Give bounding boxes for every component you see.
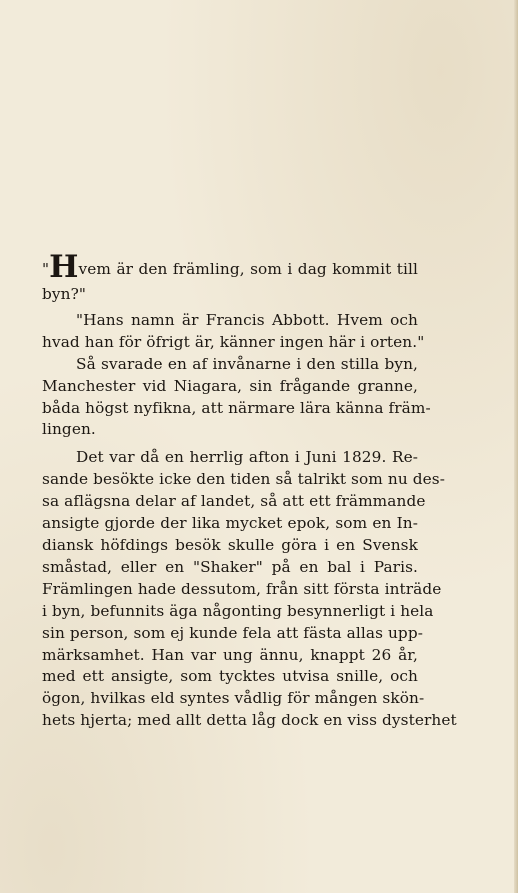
paragraph-4-line: Det var då en herrlig afton i Juni 1829. Re-	[76, 448, 418, 467]
paragraph-4-line: märksamhet. Han var ung ännu, knappt 26 år,	[42, 645, 418, 664]
paragraph-2	[42, 310, 425, 354]
paragraph-4	[42, 447, 457, 732]
paragraph-4-line: sa aflägsna delar af landet, så att ett främmande	[42, 492, 426, 511]
paragraph-1-line-1	[42, 249, 418, 285]
paragraph-4-line: sin person, som ej kunde fela att fästa allas upp-	[42, 623, 423, 642]
paragraph-4-line: hets hjerta; med allt detta låg dock en viss dysterhet	[42, 711, 457, 730]
paragraph-4-line: ögon, hvilkas eld syntes vådlig för mången skön-	[42, 689, 425, 708]
paragraph-4-line: i byn, befunnits äga någonting besynnerligt i hela	[42, 601, 434, 620]
paragraph-2-line-2: hvad han för öfrigt är, känner ingen här i orten."	[42, 332, 425, 351]
paragraph-1	[42, 249, 418, 306]
paragraph-3-line-3: båda högst nyfikna, att närmare lära känna främ-	[42, 398, 431, 417]
paragraph-3	[42, 354, 431, 442]
paragraph-3-line-2: Manchester vid Niagara, sin frågande granne,	[42, 376, 418, 395]
paragraph-1-line-1-text: vem är den främling, som i dag kommit till	[78, 260, 418, 278]
paragraph-3-line-4: lingen.	[42, 420, 96, 439]
paragraph-3-line-1: Så svarade en af invånarne i den stilla byn,	[76, 354, 418, 373]
paragraph-4-line: ansigte gjorde der lika mycket epok, som en In-	[42, 514, 418, 533]
paragraph-1-line-2: byn?"	[42, 285, 87, 303]
paragraph-4-line: Främlingen hade dessutom, från sitt första inträde	[42, 579, 442, 598]
page-edge	[514, 0, 518, 893]
paragraph-4-line: diansk höfdings besök skulle göra i en Svensk	[42, 535, 418, 554]
paragraph-4-line: småstad, eller en "Shaker" på en bal i Paris.	[42, 557, 418, 576]
paragraph-4-line: sande besökte icke den tiden så talrikt som nu des-	[42, 470, 445, 489]
paragraph-4-line: med ett ansigte, som tycktes utvisa snille, och	[42, 667, 418, 686]
paragraph-2-line-1: "Hans namn är Francis Abbott. Hvem och	[76, 310, 418, 329]
drop-cap: H	[49, 249, 79, 285]
open-quote: "	[42, 260, 50, 278]
page-text	[42, 249, 457, 732]
